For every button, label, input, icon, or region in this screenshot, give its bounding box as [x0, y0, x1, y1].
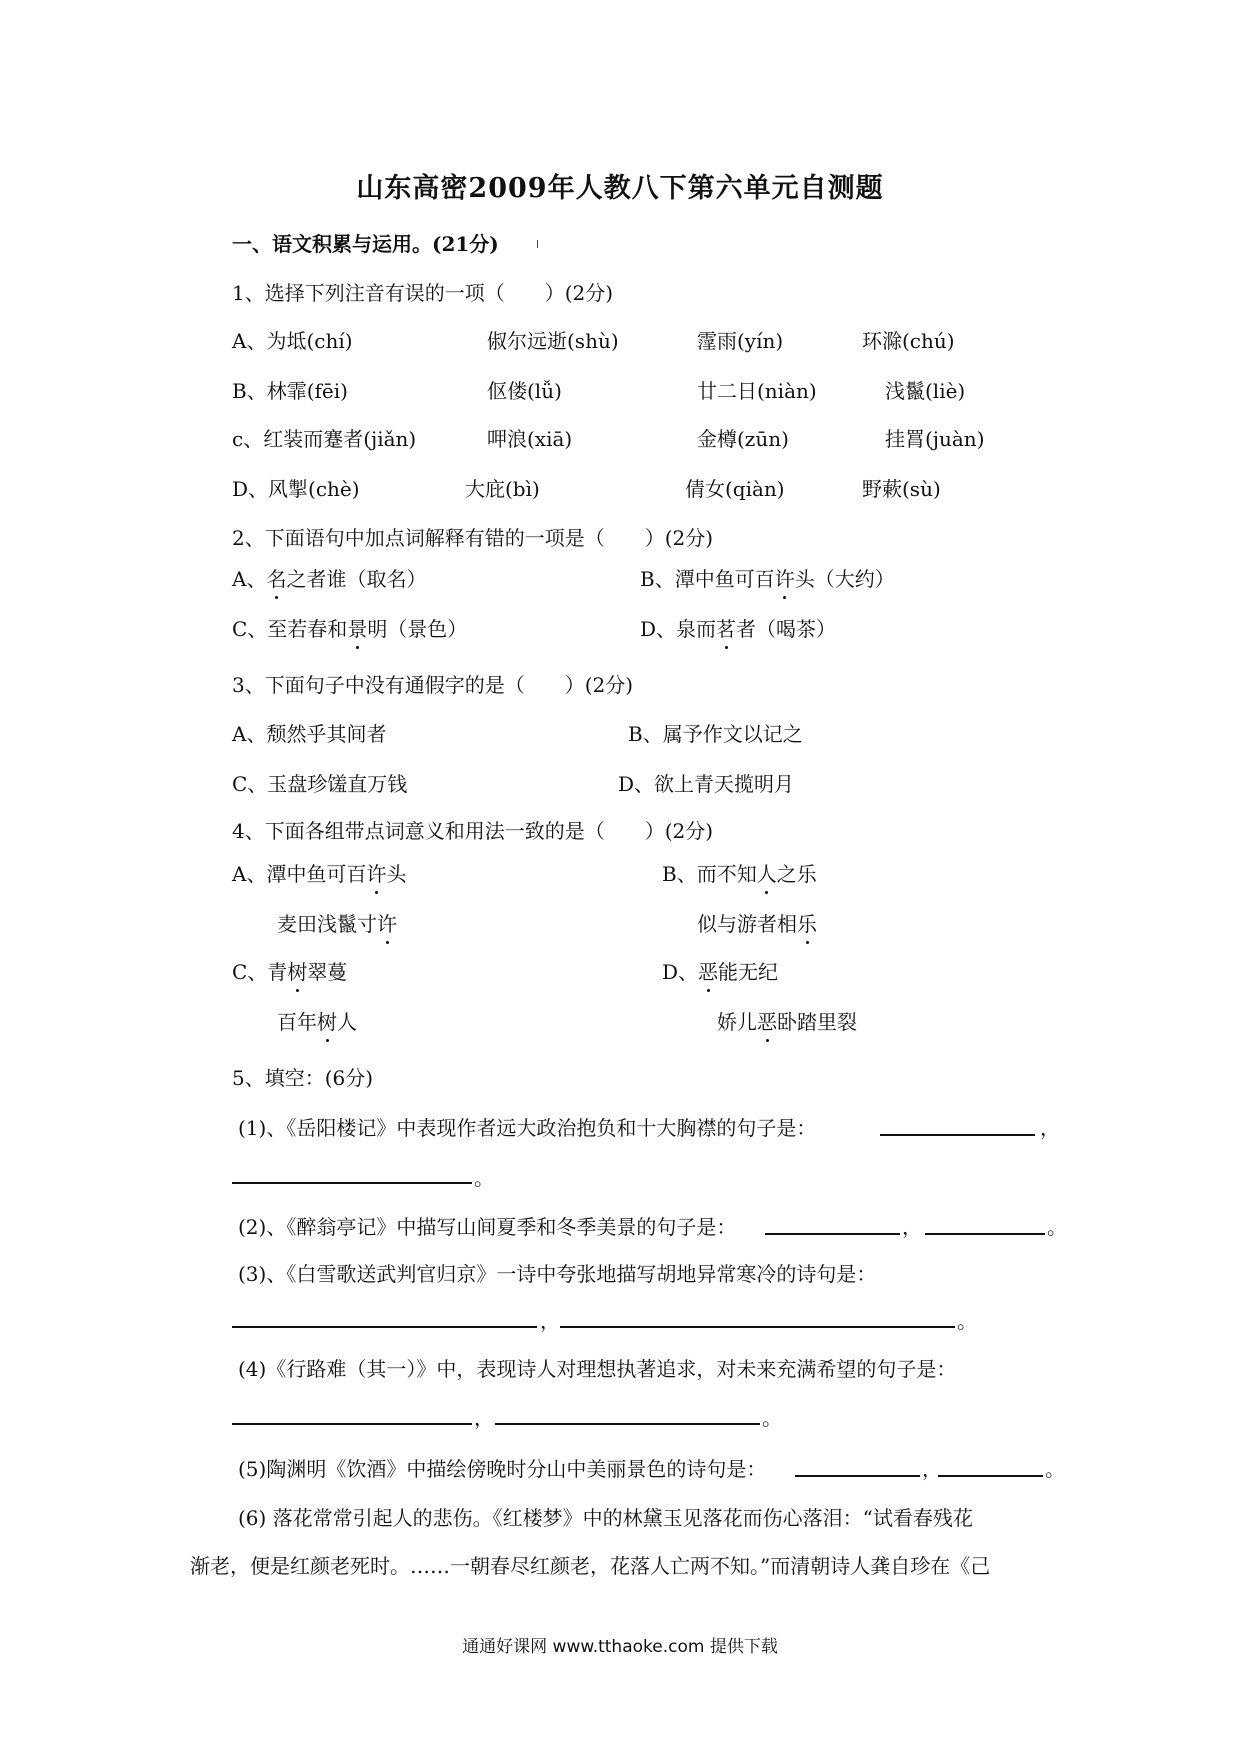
q3-option-d: D、欲上青天揽明月: [618, 772, 795, 796]
q4-option-d1: D、恶能无纪: [662, 956, 778, 985]
q3-option-a: A、颓然乎其间者: [232, 722, 387, 746]
fill-line-5: (5)陶渊明《饮酒》中描绘傍晚时分山中美丽景色的诗句是：: [238, 1457, 767, 1481]
answer-blank-1a[interactable]: [880, 1134, 1035, 1136]
page-title: 山东高密2009年人教八下第六单元自测题: [356, 173, 884, 204]
q2-option-c: C、至若春和景明（景色）: [232, 613, 467, 642]
comma-1: ，: [1040, 1116, 1060, 1140]
question-1-stem: 1、选择下列注音有误的一项（ ）(2分): [232, 281, 614, 305]
q4-option-a2: 麦田浅鬣寸许: [277, 908, 397, 937]
question-4-stem: 4、下面各组带点词意义和用法一致的是（ ）(2分): [232, 819, 714, 843]
answer-blank-3b[interactable]: [560, 1326, 955, 1328]
answer-blank-2a[interactable]: [765, 1233, 900, 1235]
answer-blank-4a[interactable]: [232, 1423, 472, 1425]
q1-option-b4: 浅鬣(liè): [885, 379, 966, 403]
q3-option-b: B、属予作文以记之: [628, 722, 803, 746]
q1-option-c3: 金樽(zūn): [697, 427, 789, 451]
q2-option-b: B、潭中鱼可百许头（大约）: [640, 563, 895, 592]
q1-option-a3: 霪雨(yín): [697, 329, 784, 353]
q1-option-c4: 挂罥(juàn): [885, 427, 985, 451]
period-1: 。: [474, 1166, 494, 1190]
comma-3: ，: [540, 1309, 560, 1333]
q4-option-c1: C、青树翠蔓: [232, 956, 347, 985]
answer-blank-4b[interactable]: [495, 1423, 760, 1425]
paragraph-6-line-2: 渐老，便是红颜老死时。……一朝春尽红颜老，花落人亡两不知。”而清朝诗人龚自珍在《己: [190, 1554, 991, 1578]
q1-option-a4: 环滁(chú): [862, 329, 955, 353]
fill-line-2: (2)、《醉翁亭记》中描写山间夏季和冬季美景的句子是：: [238, 1215, 737, 1239]
q4-option-b1: B、而不知人之乐: [662, 858, 817, 887]
period-4: 。: [762, 1406, 782, 1430]
q1-option-d4: 野蔌(sù): [862, 477, 941, 501]
fill-line-3: (3)、《白雪歌送武判官归京》一诗中夸张地描写胡地异常寒冷的诗句是：: [238, 1262, 877, 1286]
period-2: 。: [1047, 1215, 1067, 1239]
q4-option-a1: A、潭中鱼可百许头: [232, 858, 406, 887]
question-3-stem: 3、下面句子中没有通假字的是（ ）(2分): [232, 673, 634, 697]
q4-option-d2: 娇儿恶卧踏里裂: [717, 1006, 857, 1035]
q1-option-b3: 廿二日(niàn): [697, 379, 817, 403]
q1-option-a2: 俶尔远逝(shù): [487, 329, 619, 353]
period-5: 。: [1045, 1457, 1065, 1481]
q1-option-b1: B、林霏(fēi): [232, 379, 348, 403]
text-cursor-mark: [537, 240, 538, 248]
question-2-stem: 2、下面语句中加点词解释有错的一项是（ ）(2分): [232, 526, 714, 550]
q1-option-b2: 伛偻(lǚ): [487, 379, 562, 403]
answer-blank-5b[interactable]: [938, 1475, 1043, 1477]
answer-blank-5a[interactable]: [795, 1475, 920, 1477]
comma-5: ，: [922, 1457, 942, 1481]
fill-line-1: (1)、《岳阳楼记》中表现作者远大政治抱负和十大胸襟的句子是：: [238, 1116, 817, 1140]
fill-line-4: (4)《行路难（其一）》中，表现诗人对理想执著追求，对未来充满希望的句子是：: [238, 1357, 957, 1381]
paragraph-6-line-1: (6) 落花常常引起人的悲伤。《红楼梦》中的林黛玉见落花而伤心落泪：“试看春残花: [238, 1506, 973, 1530]
q4-option-b2: 似与游者相乐: [697, 908, 817, 937]
section-heading-1: 一、语文积累与运用。(21分): [232, 232, 499, 256]
answer-blank-2b[interactable]: [925, 1233, 1045, 1235]
q2-option-a: A、名之者谁（取名）: [232, 563, 426, 592]
comma-4: ，: [474, 1406, 494, 1430]
q1-option-c2: 呷浪(xiā): [487, 427, 573, 451]
q4-option-c2: 百年树人: [277, 1006, 357, 1035]
q3-option-c: C、玉盘珍馐直万钱: [232, 772, 408, 796]
question-5-stem: 5、填空：(6分): [232, 1066, 374, 1090]
q1-option-a1: A、为坻(chí): [232, 329, 353, 353]
page-footer: 通通好课网 www.tthaoke.com 提供下载: [462, 1637, 778, 1657]
q1-option-d2: 大庇(bì): [465, 477, 540, 501]
comma-2: ，: [902, 1215, 922, 1239]
q1-option-d3: 倩女(qiàn): [685, 477, 785, 501]
answer-blank-1b[interactable]: [232, 1182, 472, 1184]
answer-blank-3a[interactable]: [232, 1326, 537, 1328]
q2-option-d: D、泉而茗者（喝茶）: [640, 613, 836, 642]
period-3: 。: [957, 1309, 977, 1333]
q1-option-c1: c、红装而蹇者(jiǎn): [232, 427, 417, 451]
q1-option-d1: D、风掣(chè): [232, 477, 360, 501]
